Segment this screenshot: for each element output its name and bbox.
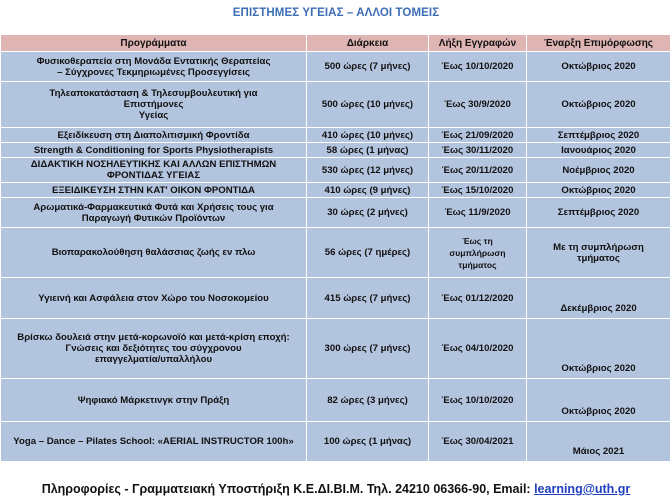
program-name-line: Γνώσεις και δεξιότητες του σύγχρονου [65,343,242,354]
table-row [1,319,671,379]
page-title: ΕΠΙΣΤΗΜΕΣ ΥΓΕΙΑΣ – ΑΛΛΟΙ ΤΟΜΕΙΣ [232,7,440,19]
header-start: Έναρξη Επιμόρφωσης [527,35,671,52]
program-duration: 410 ώρες (10 μήνες) [307,128,429,143]
training-start: Οκτώβριος 2020 [527,319,671,379]
registration-deadline: Έως 01/12/2020 [429,278,527,319]
program-duration: 82 ώρες (3 μήνες) [307,379,429,422]
program-name [1,319,307,379]
program-name-line: Υγιεινή και Ασφάλεια στον Χώρο του Νοσοκομείου [38,292,269,304]
table-header-row [1,35,671,52]
program-name [1,143,307,158]
program-name [1,198,307,228]
registration-deadline: Έως τη συμπλήρωση τμήματος [429,228,527,278]
program-name-line: Φυσικοθεραπεία στη Μονάδα Εντατικής Θεραπείας [36,55,271,67]
training-start: Νοέμβριος 2020 [527,158,671,183]
registration-deadline: Έως 11/9/2020 [429,198,527,228]
program-name [1,422,307,462]
program-name-line: Υγείας [138,110,169,121]
training-start: Σεπτέμβριος 2020 [527,128,671,143]
training-start: Οκτώβριος 2020 [527,52,671,82]
training-start: Οκτώβριος 2020 [527,183,671,198]
table-row [1,422,671,462]
program-duration: 500 ώρες (10 μήνες) [307,82,429,128]
program-duration: 56 ώρες (7 ημέρες) [307,228,429,278]
training-start: Δεκέμβριος 2020 [527,278,671,319]
training-start: Με τη συμπλήρωση τμήματος [527,228,671,278]
program-name-line: ΔΙΔΑΚΤΙΚΗ ΝΟΣΗΛΕΥΤΙΚΗΣ ΚΑΙ ΑΛΛΩΝ ΕΠΙΣΤΗΜΩΝ [30,159,277,170]
program-name-line: Yoga – Dance – Pilates School: «AERIAL INSTRUCTOR 100h» [13,436,294,447]
program-name [1,128,307,143]
programs-table [0,34,671,462]
program-name-line: ΦΡΟΝΤΙΔΑΣ ΥΓΕΙΑΣ [106,170,201,181]
training-start: Μάιος 2021 [527,422,671,462]
header-programs: Προγράμματα [1,35,307,52]
program-name-line: Αρωματικά-Φαρμακευτικά Φυτά και Χρήσεις τους για [33,201,274,213]
registration-deadline: Έως 30/11/2020 [429,143,527,158]
registration-deadline: Έως 30/04/2021 [429,422,527,462]
program-name [1,183,307,198]
program-duration: 415 ώρες (7 μήνες) [307,278,429,319]
table-row [1,158,671,183]
program-duration: 58 ώρες (1 μήνας) [307,143,429,158]
program-name-line: – Σύγχρονες Τεκμηριωμένες Προσεγγίσεις [57,66,250,78]
email-link[interactable]: learning@uth.gr [534,482,631,496]
program-name [1,52,307,82]
registration-deadline: Έως 10/10/2020 [429,379,527,422]
program-name [1,278,307,319]
program-name-line: Τηλεαποκατάσταση & Τηλεσυμβουλευτική για [49,88,258,99]
program-duration: 300 ώρες (7 μήνες) [307,319,429,379]
table-row [1,198,671,228]
table-row [1,128,671,143]
footer-text: Πληροφορίες - Γραμματειακή Υποστήριξη Κ.Ε.ΔΙ.ΒΙ.Μ. Τηλ. 24210 06366-90, Email: [41,482,535,496]
program-name [1,379,307,422]
program-name-line: ΕΞΕΙΔΙΚΕΥΣΗ ΣΤΗΝ ΚΑΤ' ΟΙΚΟΝ ΦΡΟΝΤΙΔΑ [52,184,255,196]
header-deadline: Λήξη Εγγραφών [429,35,527,52]
header-duration: Διάρκεια [307,35,429,52]
program-name-line: Βιοπαρακολούθηση θαλάσσιας ζωής εν πλω [51,247,256,258]
table-row [1,379,671,422]
program-duration: 530 ώρες (12 μήνες) [307,158,429,183]
program-name [1,158,307,183]
registration-deadline: Έως 20/11/2020 [429,158,527,183]
table-row [1,52,671,82]
registration-deadline: Έως 10/10/2020 [429,52,527,82]
program-name-line: Επιστήμονες [123,99,184,110]
program-name [1,82,307,128]
table-row [1,228,671,278]
program-name-line: Εξειδίκευση στη Διαπολιτισμική Φροντίδα [57,129,250,141]
training-start: Σεπτέμβριος 2020 [527,198,671,228]
program-name-line: Βρίσκω δουλειά στην μετά-κορωνοϊό και μετά-κρίση εποχή: [17,332,290,343]
program-duration: 500 ώρες (7 μήνες) [307,52,429,82]
registration-deadline: Έως 15/10/2020 [429,183,527,198]
registration-deadline: Έως 30/9/2020 [429,82,527,128]
contact-footer [0,482,672,496]
registration-deadline: Έως 21/09/2020 [429,128,527,143]
program-duration: 410 ώρες (9 μήνες) [307,183,429,198]
program-duration: 30 ώρες (2 μήνες) [307,198,429,228]
training-start: Ιανουάριος 2020 [527,143,671,158]
table-row [1,183,671,198]
training-start: Οκτώβριος 2020 [527,82,671,128]
table-row [1,278,671,319]
program-name-line: Ψηφιακό Μάρκετινγκ στην Πράξη [77,394,230,406]
program-name-line: Strength & Conditioning for Sports Physiotherapists [33,144,274,156]
program-duration: 100 ώρες (1 μήνας) [307,422,429,462]
training-start: Οκτώβριος 2020 [527,379,671,422]
table-row [1,143,671,158]
program-name-line: Παραγωγή Φυτικών Προϊόντων [81,212,226,224]
registration-deadline: Έως 04/10/2020 [429,319,527,379]
program-name-line: επαγγελματία/υπαλλήλου [94,354,213,365]
program-name [1,228,307,278]
table-row [1,82,671,128]
